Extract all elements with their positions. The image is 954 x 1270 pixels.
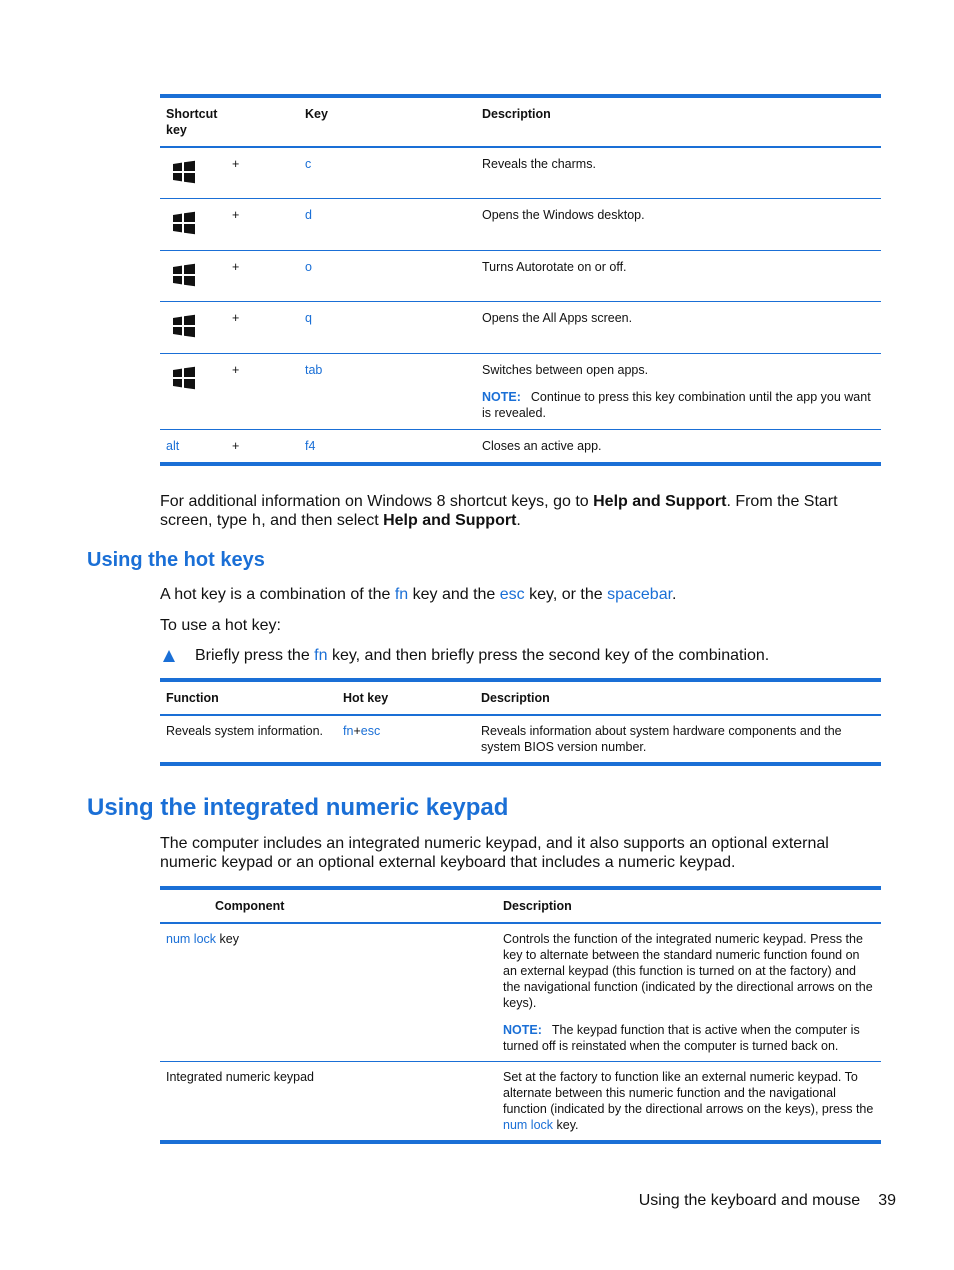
key-tab: tab	[299, 353, 476, 429]
hot-keys-heading: Using the hot keys	[87, 549, 265, 571]
triangle-bullet-icon	[162, 649, 176, 663]
step-text: Briefly press the fn key, and then briefly press the second key of the combination.	[195, 647, 770, 664]
to-use-text: To use a hot key:	[160, 617, 281, 634]
plus-sign: +	[226, 199, 299, 251]
table-row	[160, 715, 881, 764]
description: Reveals the charms.	[476, 147, 881, 199]
header-key: Key	[299, 96, 476, 147]
component-cell: Integrated numeric keypad	[166, 1070, 315, 1084]
plus-sign: +	[232, 438, 240, 453]
header-shortcut-key: Shortcut key	[160, 96, 226, 147]
header-component: Component	[160, 888, 497, 923]
note-label: NOTE:	[503, 1023, 542, 1037]
plus-sign: +	[226, 250, 299, 302]
plus-sign: +	[226, 147, 299, 199]
table-row	[160, 429, 881, 464]
key-alt: alt	[166, 438, 180, 453]
note-text: Continue to press this key combination until the app you want is revealed.	[482, 389, 871, 420]
description-text: Switches between open apps.	[482, 362, 649, 377]
note-label: NOTE:	[482, 389, 521, 404]
plus-sign: +	[226, 302, 299, 354]
note	[503, 1022, 875, 1054]
header-hot-key: Hot key	[337, 680, 475, 715]
table-row	[160, 302, 881, 354]
windows-key-icon	[172, 263, 196, 287]
numeric-keypad-heading: Using the integrated numeric keypad	[87, 794, 509, 821]
header-description: Description	[497, 888, 881, 923]
hot-keys-table	[160, 678, 881, 766]
windows-key-icon	[172, 366, 196, 390]
component-cell: num lock key	[160, 923, 497, 1062]
table-row	[160, 199, 881, 251]
table-row	[160, 923, 881, 1062]
note	[482, 389, 875, 421]
key-d: d	[299, 199, 476, 251]
header-function: Function	[160, 680, 337, 715]
description-cell: Set at the factory to function like an external numeric keypad. To alternate between this numeric function and the navigational function (indicated by the directional arrows on the keys), press the num lock key.	[503, 1070, 874, 1132]
page-number: 39	[878, 1192, 896, 1209]
description-cell: Controls the function of the integrated numeric keypad. Press the key to alternate between the standard numeric function found on an external keypad (this function is turned on at the factory) and the navigational function (indicated by the directional arrows on the keys). NOTE: The keypad function that is active when the computer is turned off is reinstated when the computer is turned back on.	[497, 923, 881, 1062]
key-c: c	[299, 147, 476, 199]
plus-sign: +	[226, 353, 299, 429]
numeric-keypad-intro: The computer includes an integrated numeric keypad, and it also supports an optional external numeric keypad or an optional external keyboard that includes a numeric keypad.	[160, 835, 829, 871]
table-row	[160, 147, 881, 199]
key-f4: f4	[305, 438, 316, 453]
description	[476, 353, 881, 429]
table-row	[160, 250, 881, 302]
key-q: q	[299, 302, 476, 354]
windows-key-icon	[172, 160, 196, 184]
description-cell: Reveals information about system hardware components and the system BIOS version number.	[481, 724, 842, 754]
windows-key-icon	[172, 314, 196, 338]
description: Turns Autorotate on or off.	[476, 250, 881, 302]
hot-keys-intro: A hot key is a combination of the fn key and the esc key, or the spacebar.	[160, 586, 677, 603]
description: Opens the Windows desktop.	[476, 199, 881, 251]
note-text: The keypad function that is active when the computer is turned off is reinstated when the computer is turned back on.	[503, 1023, 860, 1053]
shortcut-keys-table	[160, 94, 881, 466]
table-row	[160, 353, 881, 429]
numeric-keypad-table	[160, 886, 881, 1144]
windows-key-icon	[172, 211, 196, 235]
header-description: Description	[475, 680, 881, 715]
footer-section-title: Using the keyboard and mouse	[638, 1192, 861, 1209]
additional-info-paragraph: For additional information on Windows 8 shortcut keys, go to Help and Support. From the Start screen, type h, and then select Help and Support.	[160, 493, 838, 530]
description: Closes an active app.	[482, 438, 602, 453]
table-row	[160, 1062, 881, 1143]
description: Opens the All Apps screen.	[476, 302, 881, 354]
function-cell: Reveals system information.	[166, 724, 324, 738]
hot-key-cell: fn+esc	[343, 724, 381, 738]
page-footer	[639, 1192, 896, 1210]
key-o: o	[299, 250, 476, 302]
header-description: Description	[476, 96, 881, 147]
